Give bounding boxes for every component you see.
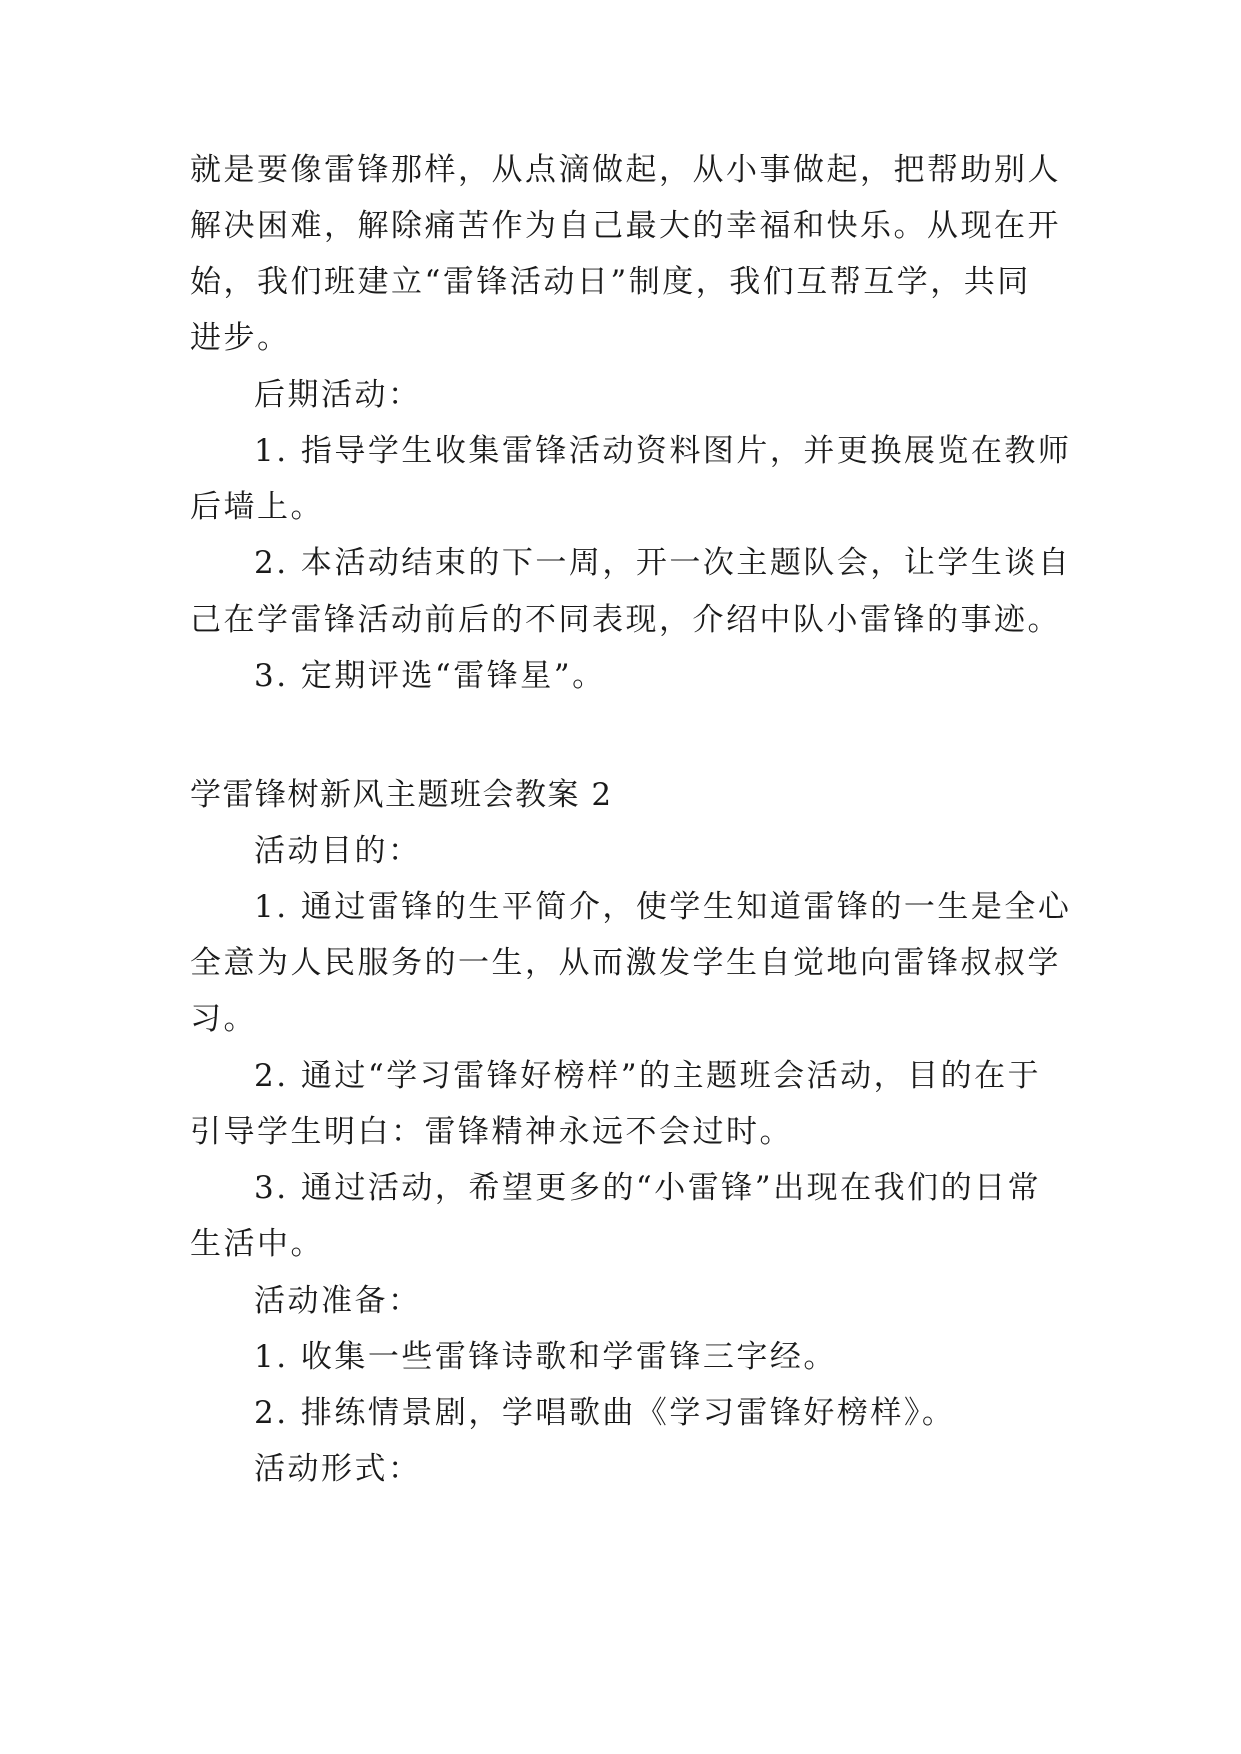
list-item: 1. 通过雷锋的生平简介，使学生知道雷锋的一生是全心 (254, 889, 1072, 925)
section-heading: 学雷锋树新风主题班会教案 2 (190, 777, 613, 813)
list-item-continuation: 生活中。 (190, 1226, 324, 1262)
list-item-continuation: 全意为人民服务的一生，从而激发学生自觉地向雷锋叔叔学 (190, 945, 1061, 981)
list-item-continuation: 后墙上。 (190, 489, 324, 525)
list-item: 1. 指导学生收集雷锋活动资料图片，并更换展览在教师 (254, 433, 1072, 469)
paragraph-line: 解决困难，解除痛苦作为自己最大的幸福和快乐。从现在开 (190, 208, 1061, 244)
paragraph-line: 就是要像雷锋那样，从点滴做起，从小事做起，把帮助别人 (190, 152, 1061, 188)
section-label: 活动形式： (254, 1451, 422, 1487)
list-item: 3. 通过活动，希望更多的“小雷锋”出现在我们的日常 (254, 1170, 1042, 1206)
list-item-continuation: 引导学生明白：雷锋精神永远不会过时。 (190, 1114, 793, 1150)
list-item-continuation: 习。 (190, 1001, 257, 1037)
section-label: 活动目的： (254, 833, 422, 869)
list-item: 2. 通过“学习雷锋好榜样”的主题班会活动，目的在于 (254, 1058, 1042, 1094)
list-item-continuation: 己在学雷锋活动前后的不同表现，介绍中队小雷锋的事迹。 (190, 602, 1061, 638)
paragraph-line: 进步。 (190, 320, 291, 356)
list-item: 2. 排练情景剧，学唱歌曲《学习雷锋好榜样》。 (254, 1395, 956, 1431)
list-item: 1. 收集一些雷锋诗歌和学雷锋三字经。 (254, 1339, 837, 1375)
list-item: 2. 本活动结束的下一周，开一次主题队会，让学生谈自 (254, 545, 1072, 581)
section-label: 后期活动： (254, 377, 422, 413)
section-label: 活动准备： (254, 1283, 422, 1319)
list-item: 3. 定期评选“雷锋星”。 (254, 658, 606, 694)
paragraph-line: 始，我们班建立“雷锋活动日”制度，我们互帮互学，共同 (190, 264, 1031, 300)
